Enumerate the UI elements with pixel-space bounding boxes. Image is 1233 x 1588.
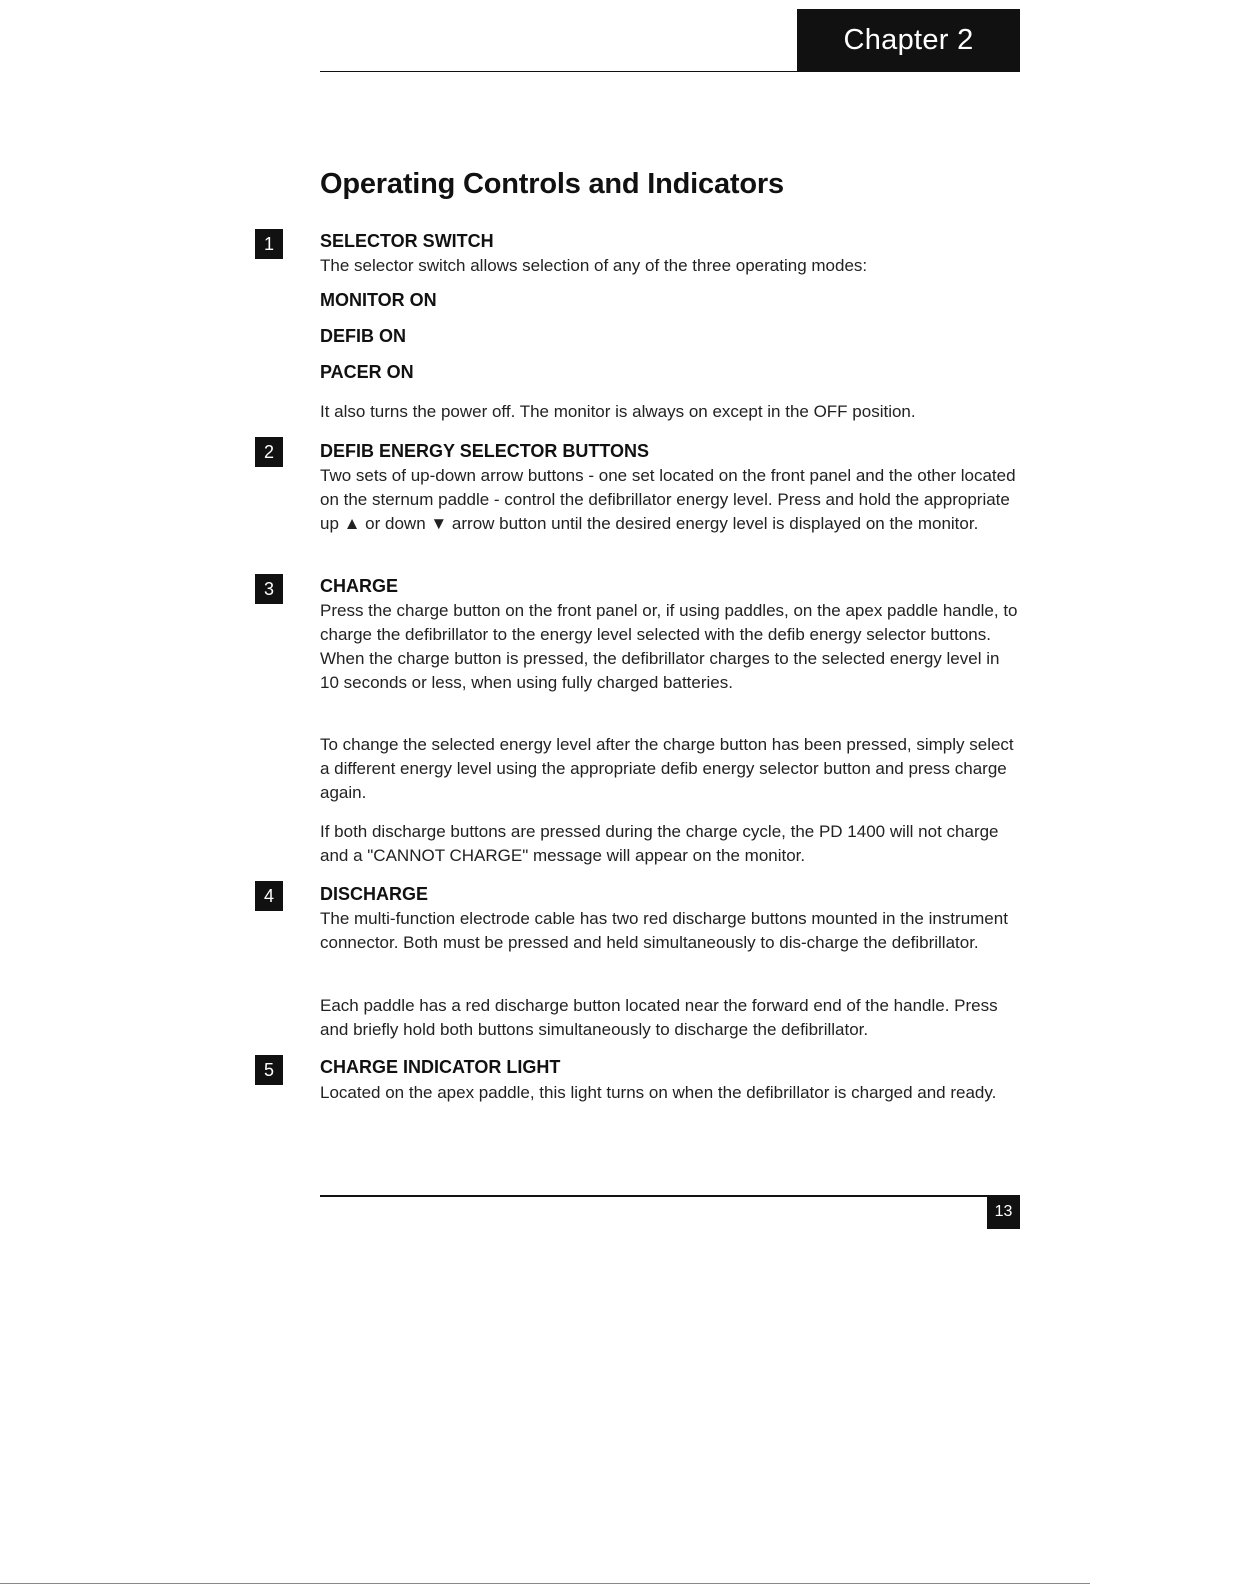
- mode-defib-on: DEFIB ON: [320, 326, 407, 346]
- section-heading-charge-indicator-light: CHARGE INDICATOR LIGHT: [320, 1057, 561, 1077]
- page-title: Operating Controls and Indicators: [320, 168, 784, 200]
- section-5-paragraph: Located on the apex paddle, this light turns on when the defibrillator is charged and ready.: [320, 1083, 997, 1102]
- section-heading-defib-energy-selector-buttons: DEFIB ENERGY SELECTOR BUTTONS: [320, 441, 650, 461]
- section-3-paragraph-3: If both discharge buttons are pressed during the charge cycle, the PD 1400 will not charge and a "CANNOT CHARGE" message will appear on the monitor.: [320, 822, 999, 865]
- section-4-paragraph-1: The multi-function electrode cable has two red discharge buttons mounted in the instrument connector. Both must be pressed and held simultaneously to dis-charge the defibrillator.: [320, 909, 1008, 952]
- scan-edge-line: [0, 1583, 1090, 1584]
- footer-rule: [320, 1195, 987, 1197]
- section-4-paragraph-2: Each paddle has a red discharge button located near the forward end of the handle. Press and briefly hold both buttons simultaneously to discharge the defibrillator.: [320, 996, 998, 1039]
- section-2-paragraph: Two sets of up-down arrow buttons - one set located on the front panel and the other located on the sternum paddle - control the defibrillator energy level. Press and hold the appropriate up ▲ or down ▼ arrow button until the desired energy level is displayed on the monitor.: [320, 466, 1016, 533]
- mode-pacer-on: PACER ON: [320, 362, 414, 382]
- section-heading-discharge: DISCHARGE: [320, 884, 429, 904]
- section-1-intro: The selector switch allows selection of any of the three operating modes:: [320, 256, 868, 275]
- chapter-tab: Chapter 2: [797, 9, 1020, 72]
- section-marker-5: 5: [255, 1055, 283, 1085]
- section-1-note: It also turns the power off. The monitor is always on except in the OFF position.: [320, 402, 916, 421]
- section-marker-1: 1: [255, 229, 283, 259]
- section-heading-selector-switch: SELECTOR SWITCH: [320, 231, 494, 251]
- section-marker-4: 4: [255, 881, 283, 911]
- section-marker-2: 2: [255, 437, 283, 467]
- section-heading-charge: CHARGE: [320, 576, 399, 596]
- page-number: 13: [987, 1195, 1020, 1229]
- section-3-paragraph-1: Press the charge button on the front panel or, if using paddles, on the apex paddle handle, to charge the defibrillator to the energy level selected with the defib energy selector buttons. When the charge button is pressed, the defibrillator charges to the selected energy level in 10 seconds or less, when using fully charged batteries.: [320, 601, 1018, 692]
- mode-monitor-on: MONITOR ON: [320, 290, 437, 310]
- section-3-paragraph-2: To change the selected energy level after the charge button has been pressed, simply select a different energy level using the appropriate defib energy selector button and press charge again.: [320, 735, 1014, 802]
- section-marker-3: 3: [255, 574, 283, 604]
- header-rule: [320, 71, 797, 72]
